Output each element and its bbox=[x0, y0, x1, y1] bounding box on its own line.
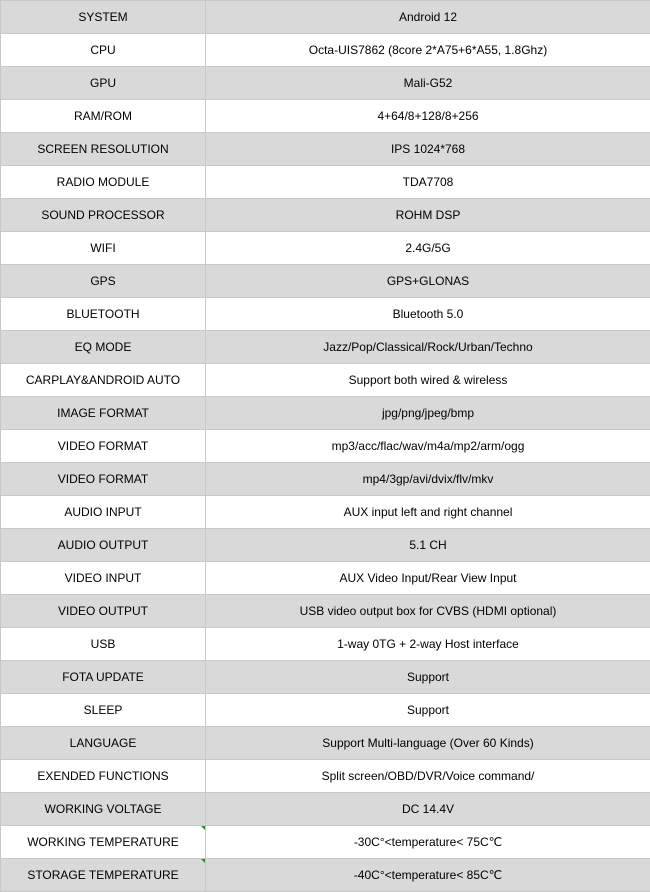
spec-label: AUDIO OUTPUT bbox=[1, 529, 206, 562]
spec-value: 1-way 0TG + 2-way Host interface bbox=[206, 628, 650, 661]
spec-value: IPS 1024*768 bbox=[206, 133, 650, 166]
corner-mark-icon bbox=[201, 826, 205, 830]
spec-row-eq-mode bbox=[1, 331, 650, 364]
spec-value: ROHM DSP bbox=[206, 199, 650, 232]
spec-value: jpg/png/jpeg/bmp bbox=[206, 397, 650, 430]
spec-value: Support bbox=[206, 694, 650, 727]
spec-value: mp4/3gp/avi/dvix/flv/mkv bbox=[206, 463, 650, 496]
spec-value: 4+64/8+128/8+256 bbox=[206, 100, 650, 133]
spec-value: Jazz/Pop/Classical/Rock/Urban/Techno bbox=[206, 331, 650, 364]
spec-row-language bbox=[1, 727, 650, 760]
spec-value: 2.4G/5G bbox=[206, 232, 650, 265]
spec-value: Octa-UIS7862 (8core 2*A75+6*A55, 1.8Ghz) bbox=[206, 34, 650, 67]
spec-label: IMAGE FORMAT bbox=[1, 397, 206, 430]
spec-value: -40C°<temperature< 85C℃ bbox=[206, 859, 650, 892]
spec-value: AUX input left and right channel bbox=[206, 496, 650, 529]
spec-row-storage-temperature bbox=[1, 859, 650, 892]
spec-value: Support bbox=[206, 661, 650, 694]
spec-label: USB bbox=[1, 628, 206, 661]
spec-row-bluetooth bbox=[1, 298, 650, 331]
spec-label: CARPLAY&ANDROID AUTO bbox=[1, 364, 206, 397]
spec-row-working-voltage bbox=[1, 793, 650, 826]
spec-label: LANGUAGE bbox=[1, 727, 206, 760]
spec-value: AUX Video Input/Rear View Input bbox=[206, 562, 650, 595]
spec-label: CPU bbox=[1, 34, 206, 67]
spec-row-sleep bbox=[1, 694, 650, 727]
spec-label: SCREEN RESOLUTION bbox=[1, 133, 206, 166]
spec-row-screen-resolution bbox=[1, 133, 650, 166]
spec-value: Bluetooth 5.0 bbox=[206, 298, 650, 331]
spec-row-cpu bbox=[1, 34, 650, 67]
spec-label: VIDEO FORMAT bbox=[1, 463, 206, 496]
spec-label: SOUND PROCESSOR bbox=[1, 199, 206, 232]
spec-label: VIDEO INPUT bbox=[1, 562, 206, 595]
spec-label: EXENDED FUNCTIONS bbox=[1, 760, 206, 793]
spec-label: FOTA UPDATE bbox=[1, 661, 206, 694]
spec-value: 5.1 CH bbox=[206, 529, 650, 562]
spec-row-sound-processor bbox=[1, 199, 650, 232]
spec-row-gpu bbox=[1, 67, 650, 100]
spec-row-audio-input bbox=[1, 496, 650, 529]
spec-row-usb bbox=[1, 628, 650, 661]
spec-label: GPS bbox=[1, 265, 206, 298]
spec-value: USB video output box for CVBS (HDMI optional) bbox=[206, 595, 650, 628]
spec-label-text: WORKING TEMPERATURE bbox=[27, 835, 179, 849]
spec-value: DC 14.4V bbox=[206, 793, 650, 826]
spec-value: Mali-G52 bbox=[206, 67, 650, 100]
spec-row-fota-update bbox=[1, 661, 650, 694]
spec-label: BLUETOOTH bbox=[1, 298, 206, 331]
spec-label: EQ MODE bbox=[1, 331, 206, 364]
spec-value: TDA7708 bbox=[206, 166, 650, 199]
spec-row-working-temperature bbox=[1, 826, 650, 859]
spec-label: WIFI bbox=[1, 232, 206, 265]
spec-row-video-output bbox=[1, 595, 650, 628]
spec-label-text: STORAGE TEMPERATURE bbox=[27, 868, 179, 882]
spec-label: SYSTEM bbox=[1, 1, 206, 34]
spec-label bbox=[1, 859, 206, 892]
spec-label: WORKING VOLTAGE bbox=[1, 793, 206, 826]
spec-label: GPU bbox=[1, 67, 206, 100]
spec-value: GPS+GLONAS bbox=[206, 265, 650, 298]
spec-row-radio-module bbox=[1, 166, 650, 199]
spec-row-ram-rom bbox=[1, 100, 650, 133]
spec-value: Android 12 bbox=[206, 1, 650, 34]
spec-row-video-format-audio bbox=[1, 430, 650, 463]
spec-label: AUDIO INPUT bbox=[1, 496, 206, 529]
spec-value: Support Multi-language (Over 60 Kinds) bbox=[206, 727, 650, 760]
spec-label: VIDEO OUTPUT bbox=[1, 595, 206, 628]
spec-label: VIDEO FORMAT bbox=[1, 430, 206, 463]
corner-mark-icon bbox=[201, 859, 205, 863]
spec-label: RADIO MODULE bbox=[1, 166, 206, 199]
spec-label: SLEEP bbox=[1, 694, 206, 727]
spec-row-carplay-android-auto bbox=[1, 364, 650, 397]
spec-row-video-format-video bbox=[1, 463, 650, 496]
spec-row-wifi bbox=[1, 232, 650, 265]
spec-label bbox=[1, 826, 206, 859]
spec-value: -30C°<temperature< 75C℃ bbox=[206, 826, 650, 859]
spec-label: RAM/ROM bbox=[1, 100, 206, 133]
spec-row-extended-functions bbox=[1, 760, 650, 793]
spec-row-image-format bbox=[1, 397, 650, 430]
spec-row-audio-output bbox=[1, 529, 650, 562]
spec-row-video-input bbox=[1, 562, 650, 595]
spec-value: Split screen/OBD/DVR/Voice command/ bbox=[206, 760, 650, 793]
spec-row-gps bbox=[1, 265, 650, 298]
spec-value: mp3/acc/flac/wav/m4a/mp2/arm/ogg bbox=[206, 430, 650, 463]
spec-value: Support both wired & wireless bbox=[206, 364, 650, 397]
spec-row-system bbox=[1, 1, 650, 34]
